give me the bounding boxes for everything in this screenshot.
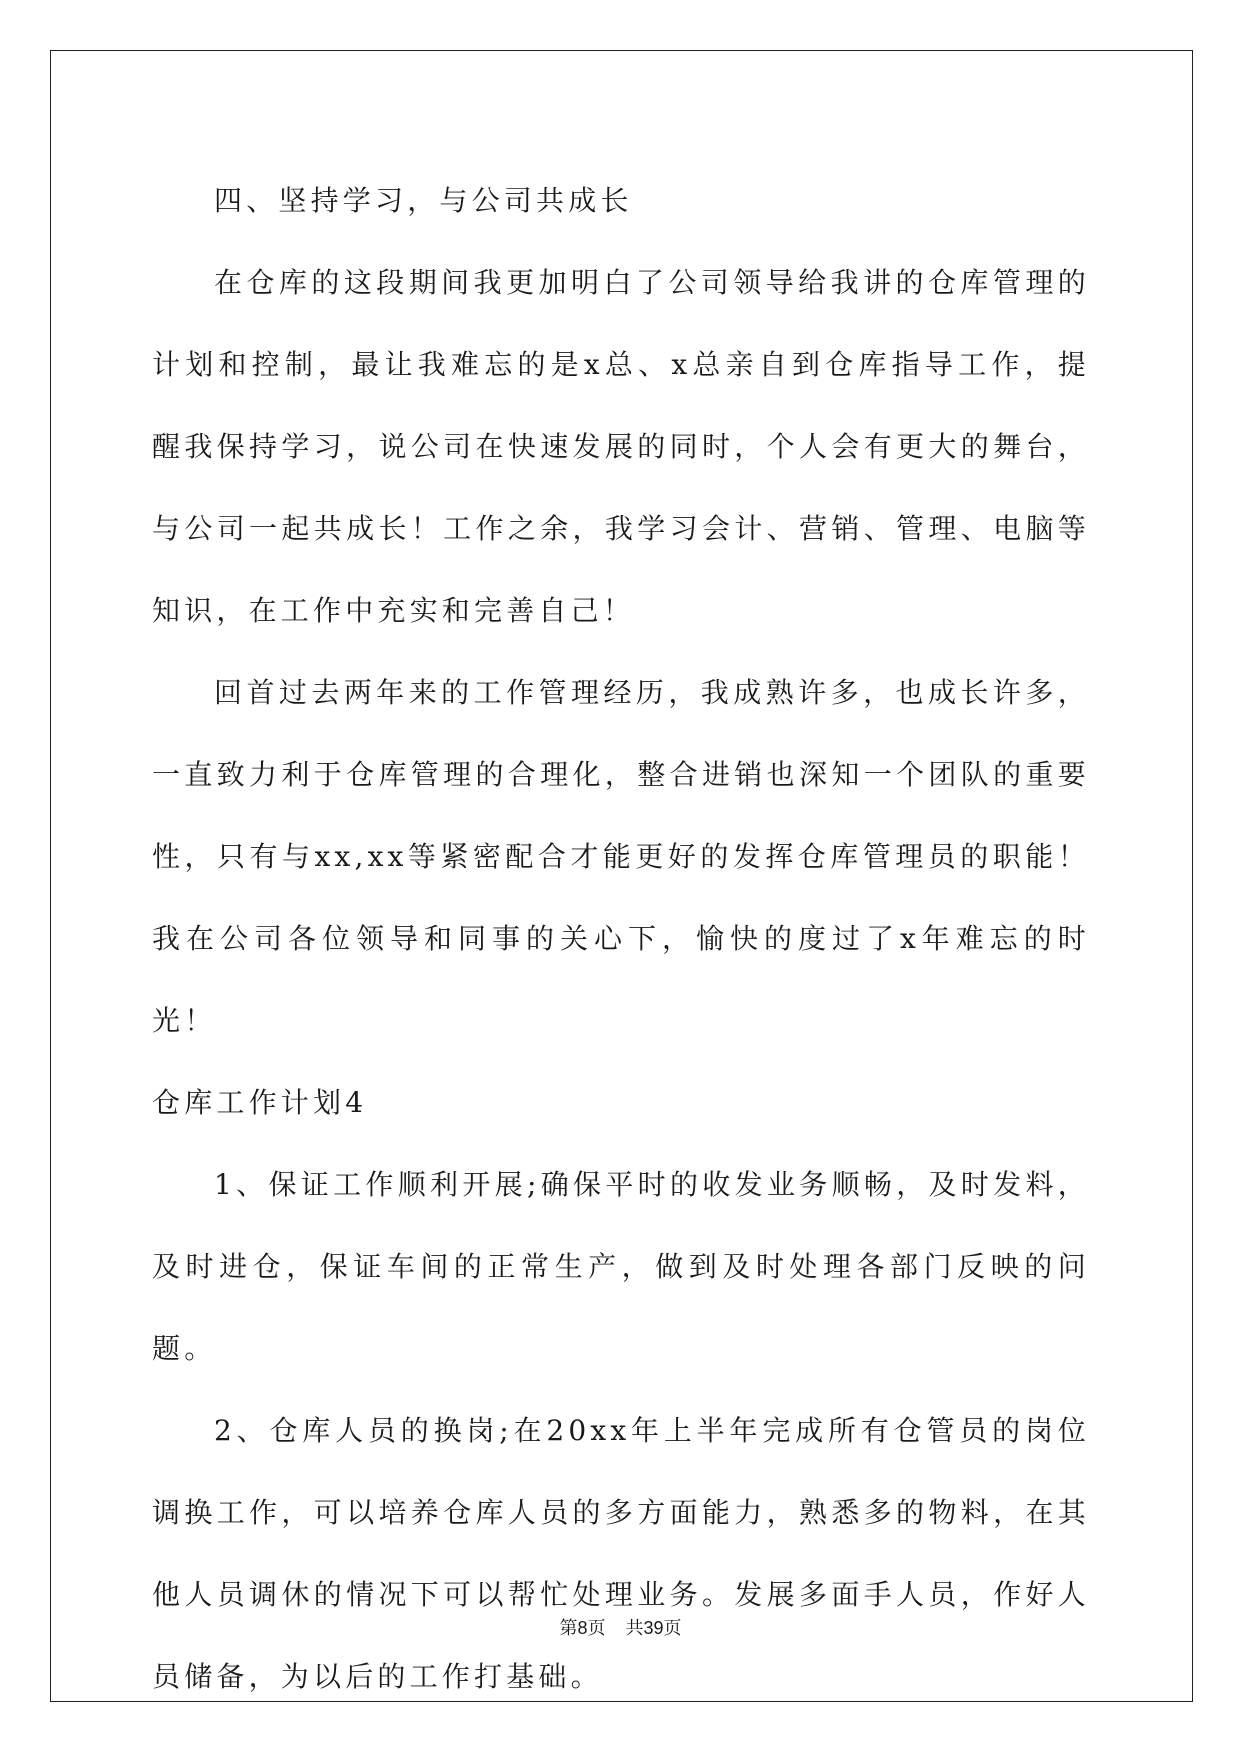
total-suffix: 页 <box>663 1618 682 1638</box>
paragraph-learning: 在仓库的这段期间我更加明白了公司领导给我讲的仓库管理的计划和控制，最让我难忘的是x总、x总亲自到仓库指导工作，提醒我保持学习，说公司在快速发展的同时，个人会有更大的舞台，与公司一起共成长！工作之余，我学习会计、营销、管理、电脑等知识，在工作中充实和完善自己！ <box>152 266 1090 627</box>
page-prefix: 第 <box>559 1618 578 1638</box>
current-page-number: 8 <box>577 1618 588 1638</box>
page-footer <box>0 1614 1241 1640</box>
plan-title: 仓库工作计划4 <box>152 1086 368 1119</box>
page-suffix: 页 <box>587 1618 606 1638</box>
total-pages-number: 39 <box>643 1618 664 1638</box>
plan-item-1: 1、保证工作顺利开展;确保平时的收发业务顺畅，及时发料，及时进仓，保证车间的正常生产，做到及时处理各部门反映的问题。 <box>152 1168 1090 1365</box>
plan-item-2: 2、仓库人员的换岗;在20xx年上半年完成所有仓管员的岗位调换工作，可以培养仓库人员的多方面能力，熟悉多的物料，在其他人员调休的情况下可以帮忙处理业务。发展多面手人员，作好人员储备，为以后的工作打基础。 <box>152 1414 1090 1693</box>
paragraph-review: 回首过去两年来的工作管理经历，我成熟许多，也成长许多，一直致力利于仓库管理的合理化，整合进销也深知一个团队的重要性，只有与xx,xx等紧密配合才能更好的发挥仓库管理员的职能！我在公司各位领导和同事的关心下，愉快的度过了x年难忘的时光！ <box>152 676 1090 1037</box>
section-heading: 四、坚持学习，与公司共成长 <box>214 184 633 217</box>
total-prefix: 共 <box>625 1618 644 1638</box>
document-body <box>152 160 1090 1718</box>
